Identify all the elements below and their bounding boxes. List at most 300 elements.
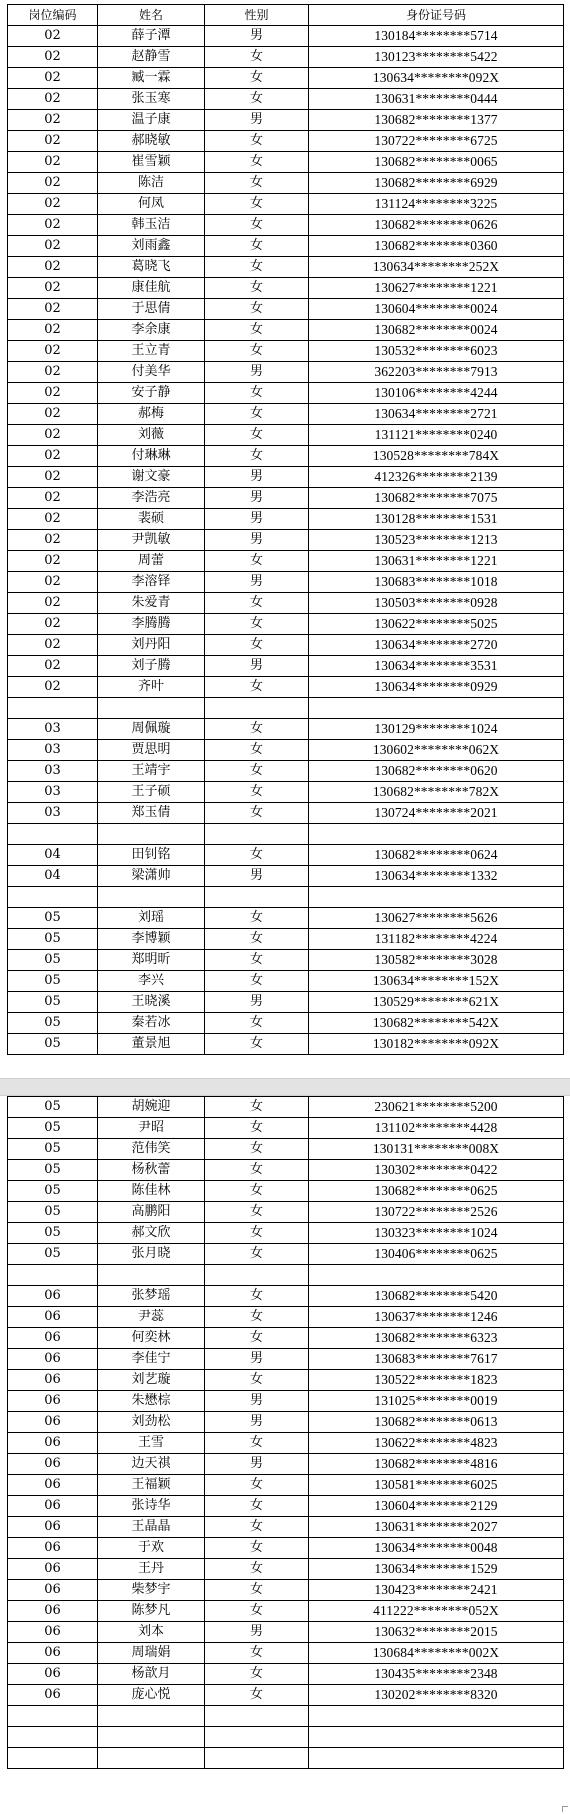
name-cell: 边天祺: [98, 1454, 205, 1475]
id-number-cell: 130627********5626: [309, 908, 564, 929]
table-row: [8, 1349, 564, 1370]
name-cell: 刘瑶: [98, 908, 205, 929]
gender-cell: [205, 1265, 309, 1286]
name-cell: 胡婉迎: [98, 1097, 205, 1118]
post-code-cell: 05: [8, 1160, 98, 1181]
table-row: [8, 1160, 564, 1181]
table-row: [8, 383, 564, 404]
name-cell: 秦若冰: [98, 1013, 205, 1034]
id-number-cell: [309, 1706, 564, 1727]
table-row: [8, 110, 564, 131]
table-row: [8, 551, 564, 572]
name-cell: 于思倩: [98, 299, 205, 320]
gender-cell: 女: [205, 1601, 309, 1622]
name-cell: 周蕾: [98, 551, 205, 572]
gender-cell: 女: [205, 194, 309, 215]
gender-cell: 男: [205, 1454, 309, 1475]
name-cell: 陈洁: [98, 173, 205, 194]
id-number-cell: 130631********2027: [309, 1517, 564, 1538]
table-row: [8, 173, 564, 194]
table-row: [8, 299, 564, 320]
id-number-cell: 130131********008X: [309, 1139, 564, 1160]
gender-cell: 女: [205, 68, 309, 89]
id-number-cell: 130682********0360: [309, 236, 564, 257]
gender-cell: 女: [205, 1496, 309, 1517]
gender-cell: 女: [205, 404, 309, 425]
roster-table-page-1: [7, 4, 564, 1055]
name-cell: 李腾腾: [98, 614, 205, 635]
gender-cell: 女: [205, 320, 309, 341]
gender-cell: 女: [205, 1559, 309, 1580]
gender-cell: 男: [205, 362, 309, 383]
name-cell: 崔雪颖: [98, 152, 205, 173]
id-number-cell: 130406********0625: [309, 1244, 564, 1265]
table-row: [8, 1202, 564, 1223]
id-number-cell: 131025********0019: [309, 1391, 564, 1412]
post-code-cell: 06: [8, 1328, 98, 1349]
name-cell: 朱爱青: [98, 593, 205, 614]
header-id-number: 身份证号码: [309, 5, 564, 26]
gender-cell: 女: [205, 719, 309, 740]
name-cell: 赵静雪: [98, 47, 205, 68]
post-code-cell: 06: [8, 1580, 98, 1601]
gender-cell: 女: [205, 593, 309, 614]
id-number-cell: 130184********5714: [309, 26, 564, 47]
gender-cell: 女: [205, 1580, 309, 1601]
name-cell: 王丹: [98, 1559, 205, 1580]
gender-cell: 女: [205, 551, 309, 572]
post-code-cell: 05: [8, 1097, 98, 1118]
id-number-cell: 130634********2720: [309, 635, 564, 656]
post-code-cell: 02: [8, 614, 98, 635]
id-number-cell: 130722********6725: [309, 131, 564, 152]
post-code-cell: 02: [8, 404, 98, 425]
name-cell: 郝梅: [98, 404, 205, 425]
id-number-cell: 130604********0024: [309, 299, 564, 320]
table-row: [8, 1727, 564, 1748]
id-number-cell: 130528********784X: [309, 446, 564, 467]
table-row: [8, 1139, 564, 1160]
post-code-cell: [8, 1706, 98, 1727]
id-number-cell: 130682********4816: [309, 1454, 564, 1475]
id-number-cell: 130634********152X: [309, 971, 564, 992]
name-cell: 周瑞娟: [98, 1643, 205, 1664]
table-row: [8, 866, 564, 887]
table-row: [8, 1307, 564, 1328]
name-cell: 付美华: [98, 362, 205, 383]
gender-cell: 女: [205, 215, 309, 236]
name-cell: 杨歆月: [98, 1664, 205, 1685]
gender-cell: 女: [205, 1307, 309, 1328]
gender-cell: 女: [205, 971, 309, 992]
gender-cell: 女: [205, 740, 309, 761]
page-corner-mark: [562, 1806, 568, 1812]
name-cell: 李余康: [98, 320, 205, 341]
post-code-cell: 02: [8, 341, 98, 362]
name-cell: 范伟笑: [98, 1139, 205, 1160]
table-row: [8, 845, 564, 866]
gender-cell: 男: [205, 488, 309, 509]
table-row: [8, 677, 564, 698]
id-number-cell: 130634********0929: [309, 677, 564, 698]
gender-cell: 女: [205, 1286, 309, 1307]
gender-cell: 女: [205, 257, 309, 278]
gender-cell: 男: [205, 992, 309, 1013]
gender-cell: 女: [205, 1538, 309, 1559]
table-row: [8, 131, 564, 152]
post-code-cell: 02: [8, 635, 98, 656]
post-code-cell: 06: [8, 1496, 98, 1517]
table-row: [8, 1034, 564, 1055]
name-cell: 周佩璇: [98, 719, 205, 740]
table-row: [8, 530, 564, 551]
table-row: [8, 971, 564, 992]
page-break-divider: [0, 1078, 570, 1096]
post-code-cell: 03: [8, 803, 98, 824]
gender-cell: 男: [205, 1391, 309, 1412]
gender-cell: 女: [205, 677, 309, 698]
post-code-cell: [8, 1727, 98, 1748]
id-number-cell: 131102********4428: [309, 1118, 564, 1139]
id-number-cell: 131124********3225: [309, 194, 564, 215]
gender-cell: 女: [205, 446, 309, 467]
gender-cell: 女: [205, 761, 309, 782]
id-number-cell: 130128********1531: [309, 509, 564, 530]
gender-cell: 女: [205, 1433, 309, 1454]
id-number-cell: 130582********3028: [309, 950, 564, 971]
table-row: [8, 215, 564, 236]
table-row: [8, 635, 564, 656]
table-row: [8, 362, 564, 383]
gender-cell: 女: [205, 1664, 309, 1685]
post-code-cell: 02: [8, 488, 98, 509]
table-row: [8, 446, 564, 467]
name-cell: 王靖宇: [98, 761, 205, 782]
gender-cell: 男: [205, 530, 309, 551]
post-code-cell: 02: [8, 215, 98, 236]
post-code-cell: 05: [8, 992, 98, 1013]
id-number-cell: [309, 1748, 564, 1769]
id-number-cell: 130682********0024: [309, 320, 564, 341]
post-code-cell: 05: [8, 929, 98, 950]
table-row: [8, 1097, 564, 1118]
name-cell: 尹昭: [98, 1118, 205, 1139]
name-cell: 董景旭: [98, 1034, 205, 1055]
id-number-cell: [309, 698, 564, 719]
name-cell: 王雪: [98, 1433, 205, 1454]
name-cell: 张梦瑶: [98, 1286, 205, 1307]
name-cell: 田钊铭: [98, 845, 205, 866]
gender-cell: 女: [205, 152, 309, 173]
id-number-cell: 131182********4224: [309, 929, 564, 950]
table-row: [8, 1118, 564, 1139]
gender-cell: 女: [205, 1517, 309, 1538]
post-code-cell: [8, 698, 98, 719]
id-number-cell: 130634********0048: [309, 1538, 564, 1559]
gender-cell: 女: [205, 47, 309, 68]
post-code-cell: 06: [8, 1307, 98, 1328]
table-row: [8, 1517, 564, 1538]
name-cell: 安子静: [98, 383, 205, 404]
id-number-cell: 130682********0620: [309, 761, 564, 782]
post-code-cell: 05: [8, 1244, 98, 1265]
id-number-cell: 130129********1024: [309, 719, 564, 740]
name-cell: 谢文豪: [98, 467, 205, 488]
id-number-cell: 130722********2526: [309, 1202, 564, 1223]
name-cell: 郑玉倩: [98, 803, 205, 824]
post-code-cell: [8, 887, 98, 908]
id-number-cell: 230621********5200: [309, 1097, 564, 1118]
name-cell: 刘丹阳: [98, 635, 205, 656]
gender-cell: 女: [205, 278, 309, 299]
post-code-cell: 02: [8, 152, 98, 173]
id-number-cell: 130682********542X: [309, 1013, 564, 1034]
table-row: [8, 803, 564, 824]
name-cell: 于欢: [98, 1538, 205, 1559]
post-code-cell: 06: [8, 1601, 98, 1622]
id-number-cell: 130682********5420: [309, 1286, 564, 1307]
post-code-cell: 05: [8, 1034, 98, 1055]
post-code-cell: 03: [8, 719, 98, 740]
gender-cell: 男: [205, 26, 309, 47]
table-row: [8, 1496, 564, 1517]
post-code-cell: 02: [8, 131, 98, 152]
post-code-cell: 05: [8, 950, 98, 971]
table-row: [8, 572, 564, 593]
post-code-cell: 02: [8, 425, 98, 446]
post-code-cell: 06: [8, 1349, 98, 1370]
gender-cell: 女: [205, 1139, 309, 1160]
name-cell: 裴硕: [98, 509, 205, 530]
id-number-cell: 130631********1221: [309, 551, 564, 572]
post-code-cell: 06: [8, 1643, 98, 1664]
post-code-cell: 04: [8, 845, 98, 866]
post-code-cell: [8, 824, 98, 845]
id-number-cell: 130682********0613: [309, 1412, 564, 1433]
post-code-cell: 02: [8, 320, 98, 341]
id-number-cell: 130634********092X: [309, 68, 564, 89]
post-code-cell: 02: [8, 173, 98, 194]
name-cell: 何奕林: [98, 1328, 205, 1349]
id-number-cell: 130634********3531: [309, 656, 564, 677]
post-code-cell: 02: [8, 299, 98, 320]
name-cell: [98, 1727, 205, 1748]
id-number-cell: 130683********1018: [309, 572, 564, 593]
table-row: [8, 1706, 564, 1727]
id-number-cell: 130682********782X: [309, 782, 564, 803]
table-row: [8, 341, 564, 362]
name-cell: 张月晓: [98, 1244, 205, 1265]
id-number-cell: 130682********0625: [309, 1181, 564, 1202]
post-code-cell: 02: [8, 509, 98, 530]
post-code-cell: 02: [8, 446, 98, 467]
post-code-cell: 03: [8, 761, 98, 782]
post-code-cell: 03: [8, 740, 98, 761]
id-number-cell: 130602********062X: [309, 740, 564, 761]
id-number-cell: 130627********1221: [309, 278, 564, 299]
post-code-cell: 05: [8, 1202, 98, 1223]
post-code-cell: 03: [8, 782, 98, 803]
table-row: [8, 950, 564, 971]
gender-cell: 女: [205, 299, 309, 320]
id-number-cell: 130634********2721: [309, 404, 564, 425]
gender-cell: [205, 1727, 309, 1748]
post-code-cell: 05: [8, 971, 98, 992]
id-number-cell: 130683********7617: [309, 1349, 564, 1370]
gender-cell: 女: [205, 425, 309, 446]
table-row: [8, 1538, 564, 1559]
post-code-cell: 02: [8, 467, 98, 488]
table-row: [8, 782, 564, 803]
name-cell: 温子康: [98, 110, 205, 131]
table-row: [8, 68, 564, 89]
table-row: [8, 1685, 564, 1706]
id-number-cell: 130634********252X: [309, 257, 564, 278]
gender-cell: 女: [205, 383, 309, 404]
gender-cell: 男: [205, 1349, 309, 1370]
id-number-cell: 130682********0626: [309, 215, 564, 236]
name-cell: 李浩亮: [98, 488, 205, 509]
id-number-cell: 130123********5422: [309, 47, 564, 68]
name-cell: 张诗华: [98, 1496, 205, 1517]
gender-cell: 女: [205, 1685, 309, 1706]
post-code-cell: 06: [8, 1475, 98, 1496]
table-row: [8, 194, 564, 215]
name-cell: 王晶晶: [98, 1517, 205, 1538]
gender-cell: [205, 1748, 309, 1769]
table-body-page-2: [8, 1097, 564, 1769]
id-number-cell: 130435********2348: [309, 1664, 564, 1685]
table-row: [8, 1244, 564, 1265]
header-gender: 性别: [205, 5, 309, 26]
table-row: [8, 698, 564, 719]
gender-cell: [205, 887, 309, 908]
name-cell: 康佳航: [98, 278, 205, 299]
gender-cell: 女: [205, 845, 309, 866]
gender-cell: 女: [205, 950, 309, 971]
table-row: [8, 467, 564, 488]
id-number-cell: 130106********4244: [309, 383, 564, 404]
table-row: [8, 824, 564, 845]
id-number-cell: 130423********2421: [309, 1580, 564, 1601]
gender-cell: 女: [205, 929, 309, 950]
table-row: [8, 593, 564, 614]
name-cell: 陈佳林: [98, 1181, 205, 1202]
table-row: [8, 509, 564, 530]
gender-cell: 男: [205, 110, 309, 131]
gender-cell: 女: [205, 1328, 309, 1349]
name-cell: 刘本: [98, 1622, 205, 1643]
table-row: [8, 1412, 564, 1433]
table-row: [8, 1265, 564, 1286]
table-row: [8, 404, 564, 425]
post-code-cell: 02: [8, 593, 98, 614]
name-cell: 郝晓敏: [98, 131, 205, 152]
table-row: [8, 740, 564, 761]
id-number-cell: 130529********621X: [309, 992, 564, 1013]
name-cell: 付琳琳: [98, 446, 205, 467]
gender-cell: 女: [205, 908, 309, 929]
post-code-cell: 05: [8, 1223, 98, 1244]
post-code-cell: 06: [8, 1286, 98, 1307]
post-code-cell: 02: [8, 257, 98, 278]
name-cell: 王福颖: [98, 1475, 205, 1496]
gender-cell: [205, 698, 309, 719]
table-row: [8, 1370, 564, 1391]
gender-cell: [205, 824, 309, 845]
gender-cell: 女: [205, 1118, 309, 1139]
name-cell: 杨秋蕾: [98, 1160, 205, 1181]
table-row: [8, 47, 564, 68]
table-row: [8, 1433, 564, 1454]
name-cell: 李溶铎: [98, 572, 205, 593]
post-code-cell: 02: [8, 89, 98, 110]
gender-cell: 女: [205, 1034, 309, 1055]
gender-cell: 女: [205, 635, 309, 656]
name-cell: 韩玉洁: [98, 215, 205, 236]
post-code-cell: 06: [8, 1685, 98, 1706]
name-cell: 葛晓飞: [98, 257, 205, 278]
id-number-cell: 130604********2129: [309, 1496, 564, 1517]
post-code-cell: 05: [8, 1118, 98, 1139]
name-cell: 郑明昕: [98, 950, 205, 971]
gender-cell: 男: [205, 656, 309, 677]
name-cell: 薛子潭: [98, 26, 205, 47]
post-code-cell: 04: [8, 866, 98, 887]
name-cell: 刘雨鑫: [98, 236, 205, 257]
id-number-cell: 130682********0624: [309, 845, 564, 866]
post-code-cell: 05: [8, 1181, 98, 1202]
post-code-cell: 02: [8, 47, 98, 68]
name-cell: [98, 887, 205, 908]
table-row: [8, 614, 564, 635]
id-number-cell: 130503********0928: [309, 593, 564, 614]
name-cell: 高鹏阳: [98, 1202, 205, 1223]
post-code-cell: 06: [8, 1517, 98, 1538]
table-row: [8, 1328, 564, 1349]
gender-cell: 女: [205, 236, 309, 257]
id-number-cell: 130202********8320: [309, 1685, 564, 1706]
roster-table-page-2: [7, 1096, 564, 1769]
gender-cell: 女: [205, 1160, 309, 1181]
table-row: [8, 1454, 564, 1475]
name-cell: [98, 1265, 205, 1286]
table-row: [8, 236, 564, 257]
id-number-cell: 130581********6025: [309, 1475, 564, 1496]
post-code-cell: 02: [8, 236, 98, 257]
table-row: [8, 1391, 564, 1412]
table-row: [8, 1475, 564, 1496]
name-cell: [98, 824, 205, 845]
post-code-cell: 02: [8, 194, 98, 215]
id-number-cell: 130682********7075: [309, 488, 564, 509]
name-cell: 王立青: [98, 341, 205, 362]
table-row: [8, 1223, 564, 1244]
table-row: [8, 908, 564, 929]
table-row: [8, 320, 564, 341]
table-row: [8, 425, 564, 446]
table-row: [8, 1013, 564, 1034]
name-cell: 郝文欣: [98, 1223, 205, 1244]
table-row: [8, 1559, 564, 1580]
gender-cell: 女: [205, 1181, 309, 1202]
name-cell: [98, 1748, 205, 1769]
name-cell: 李博颖: [98, 929, 205, 950]
post-code-cell: 02: [8, 383, 98, 404]
post-code-cell: 02: [8, 551, 98, 572]
table-row: [8, 1664, 564, 1685]
table-row: [8, 1580, 564, 1601]
